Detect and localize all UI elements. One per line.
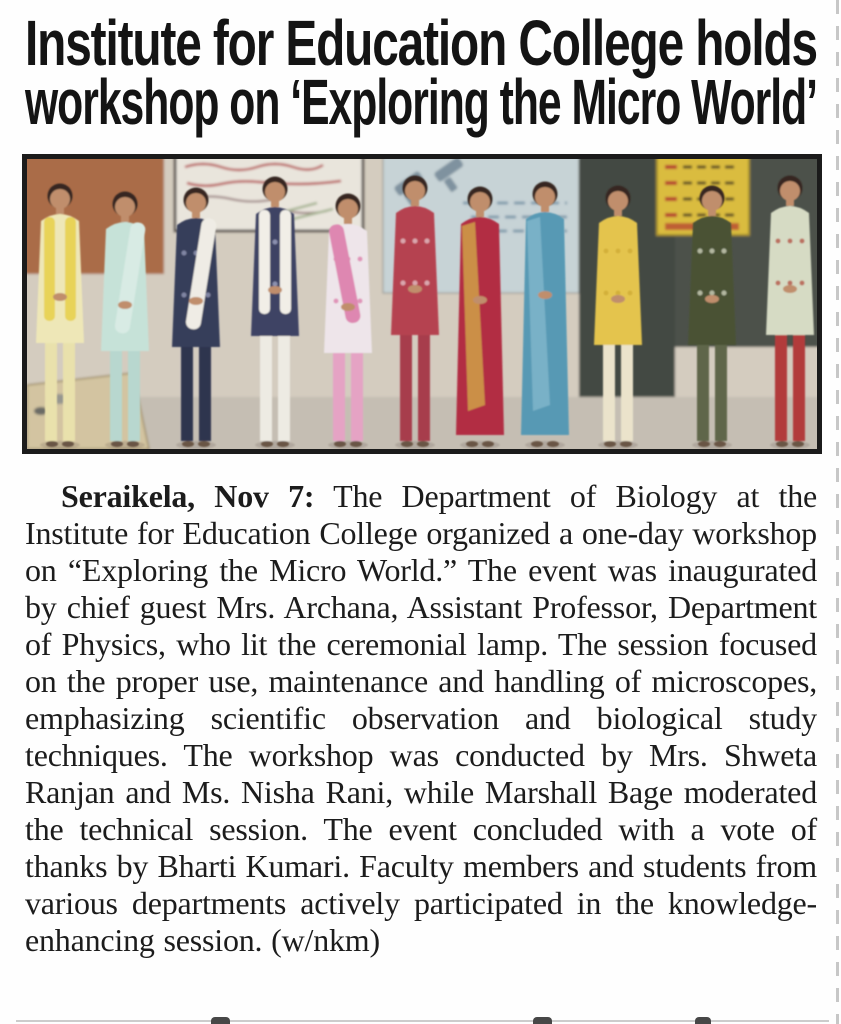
column-rule	[836, 0, 839, 1024]
headline-line-2: workshop on ‘Exploring the Micro World’	[25, 66, 817, 138]
photo-person-woman-blue-saree	[521, 182, 569, 450]
article-body	[25, 478, 817, 959]
photo-illustration	[27, 159, 817, 449]
next-article-fragments	[16, 1017, 829, 1024]
cutoff-letter-fragment	[533, 1017, 552, 1024]
headline-row-1	[25, 7, 817, 79]
article-photo	[22, 154, 822, 454]
headline	[0, 0, 841, 138]
photo-person-woman-red-saree	[456, 187, 504, 450]
headline-row-2	[25, 66, 817, 138]
body-paragraph: The Department of Biology at the Institute for Education College organized a one-day workshop on “Exploring the Micro World.” The event was inaugurated by chief guest Mrs. Archana, Assistant Professor, Department of Physics, who lit the ceremonial lamp. The session focused on the proper use, maintenance and handling of microscopes, emphasizing scientific observation and biological study techniques. The workshop was conducted by Mrs. Shweta Ranjan and Ms. Nisha Rani, while Marshall Bage moderated the technical session. The event concluded with a vote of thanks by Bharti Kumari. Faculty members and students from various departments actively participated in the knowledge-enhancing session. (w/nkm)	[25, 478, 817, 958]
cutoff-letter-fragment	[695, 1017, 711, 1024]
headline-line-1: Institute for Education College holds	[25, 7, 817, 79]
cutoff-letter-fragment	[211, 1017, 230, 1024]
dateline: Seraikela, Nov 7:	[61, 478, 315, 514]
